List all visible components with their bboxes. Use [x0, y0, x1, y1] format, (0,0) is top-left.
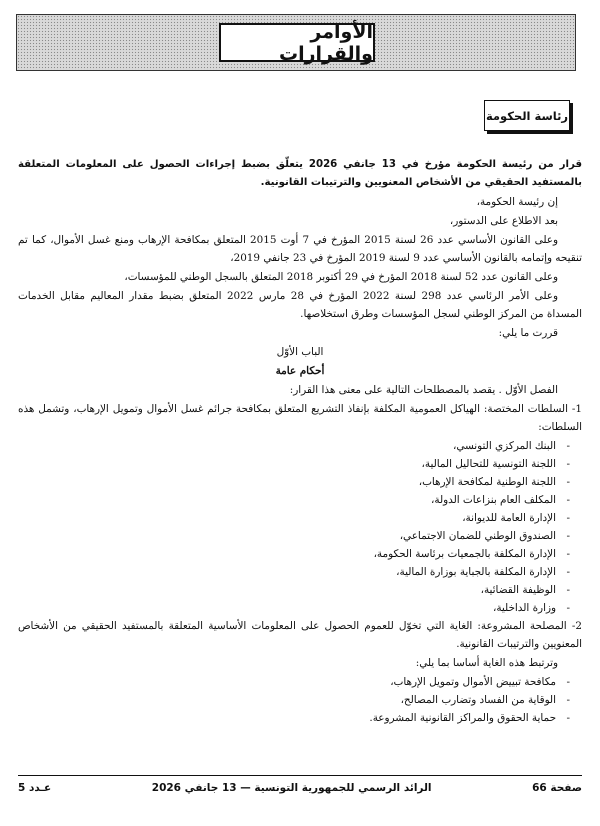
preamble-line: وعلى القانون عدد 52 لسنة 2018 المؤرخ في 29 أكتوبر 2018 المتعلق بالسجل الوطني للمؤسسات،: [124, 271, 558, 283]
preamble-line: بعد الاطلاع على الدستور،: [449, 215, 558, 227]
chapter-title: أحكام عامة: [275, 365, 325, 377]
purposes-intro: وترتبط هذه الغاية أساسا بما يلي:: [415, 657, 558, 669]
definition-item-1: 1- السلطات المختصة: الهياكل العمومية المكلفة بإنفاذ التشريع المتعلق بمكافحة جرائم غسل الأموال وتمويل الإرهاب، وتشمل هذه السلطات:: [18, 403, 582, 433]
page-footer: [18, 782, 582, 794]
header-banner: [16, 14, 576, 71]
section-label: رئاسة الحكومة: [484, 100, 570, 131]
preamble-line: وعلى الأمر الرئاسي عدد 298 لسنة 2022 المؤرخ في 28 مارس 2022 المتعلق بضبط مقدار المعاليم مقابل الخدمات المسداة من المركز الوطني لسجل المؤسسات وطرق استخلاصها.: [18, 290, 582, 320]
footer-divider: [18, 775, 582, 776]
list-item: - البنك المركزي التونسي،: [18, 437, 582, 455]
list-item: - الإدارة العامة للديوانة،: [18, 509, 582, 527]
preamble-line: قررت ما يلي:: [498, 327, 558, 339]
journal-title: الرائد الرسمي للجمهورية التونسية — 13 جانفي 2026: [151, 782, 432, 794]
list-item: - الوقاية من الفساد وتضارب المصالح،: [18, 691, 582, 709]
preamble-line: إن رئيسة الحكومة،: [476, 196, 558, 208]
issue-number: عـدد 5: [18, 782, 52, 794]
banner-title: الأوامر والقرارات: [219, 23, 375, 62]
preamble-line: وعلى القانون الأساسي عدد 26 لسنة 2015 المؤرخ في 7 أوت 2015 المتعلق بمكافحة الإرهاب ومنع غسل الأموال، كما تم تنقيحه وإتمامه بالقانون الأساسي عدد 9 لسنة 2019 المؤرخ في 23 جانفي 2019،: [18, 234, 582, 264]
list-item: - الصندوق الوطني للضمان الاجتماعي،: [18, 527, 582, 545]
decree-title: قرار من رئيسة الحكومة مؤرخ في 13 جانفي 2026 يتعلّق بضبط إجراءات الحصول على المعلومات المتعلقة بالمستفيد الحقيقي من الأشخاص المعنويين والترتيبات القانونية.: [18, 159, 582, 188]
list-item: - المكلف العام بنزاعات الدولة،: [18, 491, 582, 509]
list-item: - مكافحة تبييض الأموال وتمويل الإرهاب،: [18, 673, 582, 691]
list-item: - وزارة الداخلية،: [18, 599, 582, 617]
list-item: - الإدارة المكلفة بالجمعيات برئاسة الحكومة،: [18, 545, 582, 563]
definition-item-2: 2- المصلحة المشروعة: الغاية التي تخوّل للعموم الحصول على المعلومات الأساسية المتعلقة بالمستفيد الحقيقي من الأشخاص المعنويين والترتيبات القانونية.: [18, 620, 582, 650]
authorities-list: [18, 437, 582, 617]
page-number: صفحة 66: [532, 782, 582, 794]
list-item: - الإدارة المكلفة بالجباية بوزارة المالية،: [18, 563, 582, 581]
list-item: - اللجنة الوطنية لمكافحة الإرهاب،: [18, 473, 582, 491]
article-1: الفصل الأوّل . يقصد بالمصطلحات التالية على معنى هذا القرار:: [289, 384, 558, 396]
list-item: - حماية الحقوق والمراكز القانونية المشروعة.: [18, 709, 582, 727]
purposes-list: [18, 673, 582, 727]
document-body: [18, 156, 582, 727]
chapter-number: الباب الأوّل: [276, 346, 324, 358]
list-item: - اللجنة التونسية للتحاليل المالية،: [18, 455, 582, 473]
list-item: - الوظيفة القضائية،: [18, 581, 582, 599]
